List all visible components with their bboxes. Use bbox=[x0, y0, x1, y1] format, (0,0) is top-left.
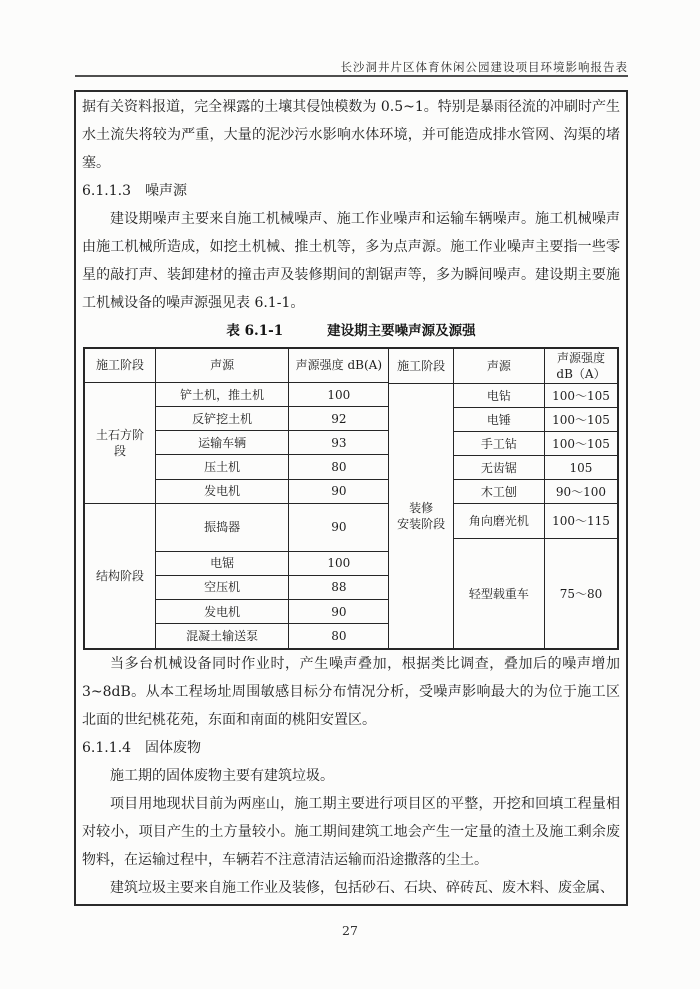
noise-table-left-half bbox=[84, 348, 389, 649]
paragraph-construction-debris: 建筑垃圾主要来自施工作业及装修，包括砂石、石块、碎砖瓦、废木料、废金属、 bbox=[110, 880, 614, 897]
source-cell: 发电机 bbox=[155, 479, 288, 503]
source-cell: 振捣器 bbox=[155, 503, 288, 551]
source-cell: 空压机 bbox=[155, 576, 288, 600]
running-header: 长沙洞井片区体育休闲公园建设项目环境影响报告表 bbox=[340, 60, 628, 74]
level-cell: 90～100 bbox=[545, 480, 618, 504]
source-cell: 手工钻 bbox=[453, 432, 544, 456]
paragraph-earthwork-volume: 项目用地现状目前为两座山，施工期主要进行项目区的平整，开挖和回填工程量相对较小，项目产生的土方量较小。施工期间建筑工地会产生一定量的渣土及施工剩余废物料，在运输过程中，车辆若不注意清洁运输而沿途撒落的尘土。 bbox=[82, 796, 620, 869]
header-cell-stage: 施工阶段 bbox=[85, 349, 156, 383]
table-row bbox=[389, 384, 617, 408]
source-cell: 混凝土输送泵 bbox=[155, 624, 288, 649]
level-cell: 75～80 bbox=[545, 539, 618, 649]
level-cell: 100～105 bbox=[545, 408, 618, 432]
table-row bbox=[85, 383, 389, 407]
page-number: 27 bbox=[342, 923, 358, 938]
paragraph-soil-erosion: 据有关资料报道，完全裸露的土壤其侵蚀模数为 0.5~1。特别是暴雨径流的冲刷时产生水土流失将较为严重，大量的泥沙污水影响水体环境，并可能造成排水管网、沟渠的堵塞。 bbox=[82, 99, 620, 171]
paragraph-solid-waste-intro: 施工期的固体废物主要有建筑垃圾。 bbox=[110, 768, 334, 785]
stage-cell-decoration: 装修 安装阶段 bbox=[389, 384, 453, 649]
stage-cell-earthwork: 土石方阶 段 bbox=[85, 383, 156, 504]
section-heading-noise-source: 6.1.1.3 噪声源 bbox=[82, 183, 187, 199]
level-cell: 90 bbox=[289, 479, 389, 503]
content-border-box bbox=[74, 90, 628, 906]
header-cell-level: 声源强度 dB(A) bbox=[289, 349, 389, 383]
paragraph-noise-overlay: 当多台机械设备同时作业时，产生噪声叠加，根据类比调查，叠加后的噪声增加3~8dB。从本工程场址周围敏感目标分布情况分析，受噪声影响最大的为位于施工区北面的世纪桃花苑，东面和南面的桃阳安置区。 bbox=[82, 656, 620, 729]
source-cell: 电锤 bbox=[453, 408, 544, 432]
source-cell: 压土机 bbox=[155, 455, 288, 479]
noise-table-right-half bbox=[389, 348, 618, 649]
source-cell: 发电机 bbox=[155, 600, 288, 624]
table-header-row bbox=[389, 349, 617, 384]
source-cell: 无齿锯 bbox=[453, 456, 544, 480]
level-cell: 90 bbox=[289, 600, 389, 624]
paragraph-noise-description: 建设期噪声主要来自施工机械噪声、施工作业噪声和运输车辆噪声。施工机械噪声由施工机械所造成，如挖土机械、推土机等，多为点声源。施工作业噪声主要指一些零星的敲打声、装卸建材的撞击声及装修期间的割锯声等，多为瞬间噪声。建设期主要施工机械设备的噪声源强见表 6.1-1。 bbox=[82, 211, 620, 311]
level-cell: 100 bbox=[289, 551, 389, 575]
table-title-text: 建设期主要噪声源及源强 bbox=[327, 323, 476, 339]
table-header-row bbox=[85, 349, 389, 383]
level-cell: 100～105 bbox=[545, 384, 618, 408]
level-cell: 88 bbox=[289, 576, 389, 600]
stage-cell-structure: 结构阶段 bbox=[85, 503, 156, 649]
header-cell-source: 声源 bbox=[453, 349, 544, 384]
section-heading-solid-waste: 6.1.1.4 固体废物 bbox=[82, 740, 201, 757]
level-cell: 93 bbox=[289, 431, 389, 455]
table-row bbox=[85, 503, 389, 551]
source-cell: 木工刨 bbox=[453, 480, 544, 504]
level-cell: 80 bbox=[289, 624, 389, 649]
source-cell: 电钻 bbox=[453, 384, 544, 408]
header-cell-stage: 施工阶段 bbox=[389, 349, 453, 384]
level-cell: 90 bbox=[289, 503, 389, 551]
source-cell: 轻型载重车 bbox=[453, 539, 544, 649]
source-cell: 电锯 bbox=[155, 551, 288, 575]
level-cell: 100～115 bbox=[545, 504, 618, 539]
table-caption bbox=[82, 319, 620, 344]
source-cell: 反铲挖土机 bbox=[155, 407, 288, 431]
header-cell-source: 声源 bbox=[155, 349, 288, 383]
header-cell-level: 声源强度 dB（A） bbox=[545, 349, 618, 384]
level-cell: 100 bbox=[289, 383, 389, 407]
header-rule-divider bbox=[75, 75, 628, 77]
noise-source-table bbox=[83, 347, 619, 650]
level-cell: 80 bbox=[289, 455, 389, 479]
level-cell: 92 bbox=[289, 407, 389, 431]
source-cell: 铲土机，推土机 bbox=[155, 383, 288, 407]
table-number-label: 表 6.1-1 bbox=[226, 323, 284, 339]
source-cell: 运输车辆 bbox=[155, 431, 288, 455]
source-cell: 角向磨光机 bbox=[453, 504, 544, 539]
level-cell: 100～105 bbox=[545, 432, 618, 456]
level-cell: 105 bbox=[545, 456, 618, 480]
